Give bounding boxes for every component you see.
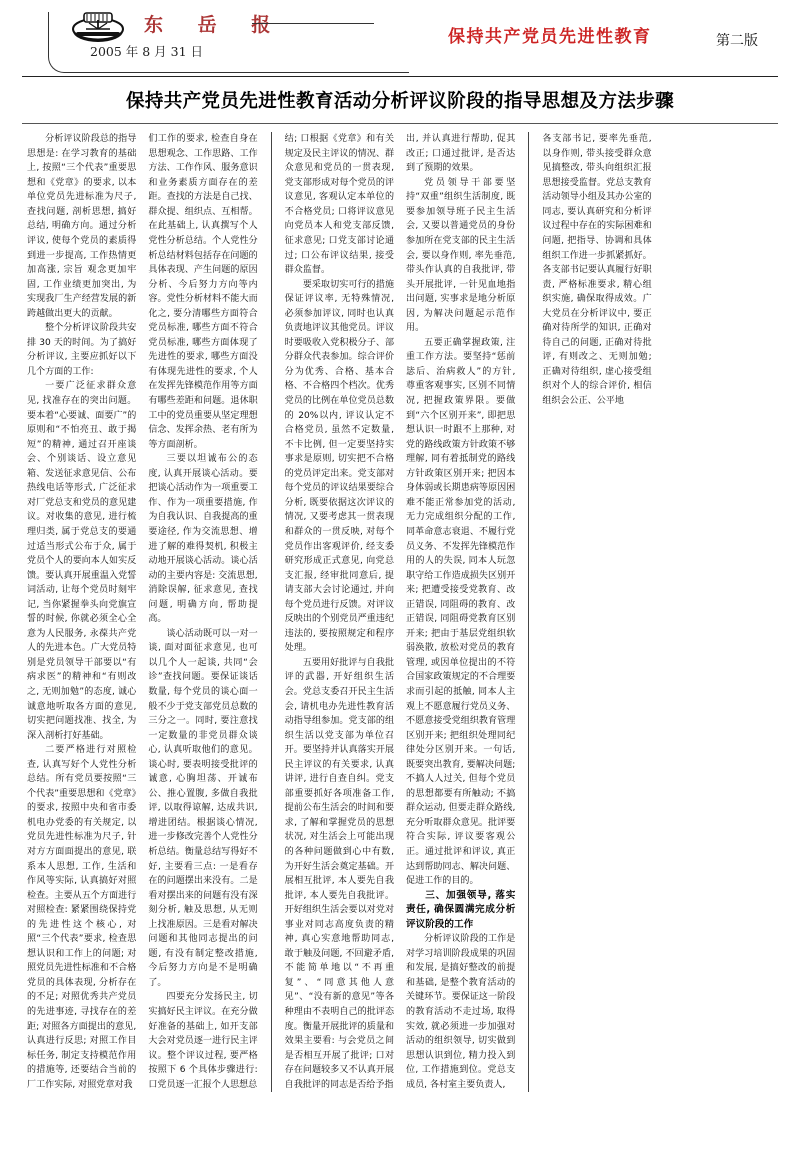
article-paragraph: 分析评议阶段总的指导思想是: 在学习教育的基础上, 按照“三个代表”重要思想和《党章》的要求, 以本单位党员先进标准为尺子, 查找问题, 剖析思想, 搞好总结, 明确方向。通过分析评议, 使每个党员的素质得到进一步提高, 工作热情更加高涨, 宗旨 观念更加牢固, 工作业绩更加突出, 为实现我厂生产经营发展的新跨越做出更大的贡献。 [27, 134, 137, 319]
article-paragraph: 分析评议阶段的工作是对学习培训阶段成果的巩固和发展, 是搞好整改的前提和基础, 是整个教育活动的关键环节。要保证这一阶段的教育活动不走过场, 取得实效, 就必须进一步加强对活动的组织领导, 切实做到思想认识到位, 精力投入到位, 工作措施到位。党总支成员, 各村室主要负责人, [406, 934, 516, 1090]
scales-of-justice-emblem-icon [72, 10, 124, 44]
page-title: 保持共产党员先进性教育活动分析评议阶段的指导思想及方法步骤 [125, 91, 675, 112]
text-column-2 [143, 132, 262, 1092]
campaign-title: 保持共产党员先进性教育 [448, 27, 652, 47]
issue-date: 2005 年 8 月 31 日 [90, 44, 204, 59]
column-group-1 [22, 132, 263, 1092]
masthead-bottom-rule [22, 76, 778, 77]
article-paragraph: 一要广泛征求群众意见, 找准存在的突出问题。要本着“心要诚、面要广”的原则和“不怕亮丑、敢于揭短”的精神, 通过召开座谈会、个别谈话、设立意见箱、发送征求意见信、公布热线电话等形式, 广泛征求对厂党总支和党员的意见建议。对收集的意见, 进行梳理归类, 属于党总支的要通过适当形式公布于众, 属于党员个人的要向本人如实反馈。要认真开展重温入党誓词活动, 让每个党员时刻牢记, 当你紧握拳头向党旗宣誓的时候, 你就必须全心全意为人民服务, 永葆共产党人的先进本色。广大党员特别是党员领导干部要以“有病求医”的精神和“有则改之, 无则加勉”的态度, 诚心诚意地听取各方面的意见, 切实把问题找准、找全, 为深入剖析打好基础。 [27, 381, 137, 741]
section-heading: 三、加强领导, 落实责任, 确保圆满完成分析评议阶段的工作 [406, 889, 516, 930]
text-column-5 [537, 132, 656, 1092]
text-column-3 [280, 132, 399, 1092]
article-paragraph: 党员领导干部要坚持“双重”组织生活制度, 既要参加领导班子民主生活会, 又要以普通党员的身份参加所在党支部的民主生活会, 要以身作则, 率先垂范, 带头作认真的自我批评, 带头开展批评, 一针见血地指出问题, 实事求是地分析原因, 为解决问题起示范作用。 [406, 177, 516, 334]
article-paragraph: 二要严格进行对照检查, 认真写好个人党性分析总结。所有党员要按照“三个代表”重要思想和《党章》的要求, 按照中央和省市委机电办党委的有关规定, 以党员先进性标准为尺子, 针对方方面面提出的意见, 联系本人思想, 工作, 生活和作风等实际, 认真搞好对照检查。主要从五个方面进行对照检查: 紧紧围绕保持党的先进性这个核心, 对照“三个代表”要求, 检查思想认识和工作上的问题; 对照党员先进性标准和不合格党员的具体表现, 分析存在的不足; 对照优秀共产党员的先进事迹, 寻找存在的差距; 对照各方面提出的意见, 认真进行反思; 对照工作目标任务, 制定支持模范作用的措施等, 还要结合当前的厂工作实际, 对照党章对我 [27, 745, 137, 1090]
column-group-2 [271, 132, 521, 1092]
masthead-rule [252, 23, 374, 24]
article-paragraph: 五要正确掌握政策, 注重工作方法。要坚持“惩前毖后、治病救人”的方针, 尊重客观事实, 区别不同情况, 把握政策界限。要做到“六个区别开来”, 即把思想认识一时跟不上那种, 对党的路线政策方针政策不够理解, 同有着抵制党的路线方针政策区别开来; 把因本身体弱或长期患病等原因困难不能正常参加党的活动, 无力完成组织分配的工作, 同革命意志衰退、不履行党员义务、不发挥先锋模范作用的人的失误, 同本人玩忽职守给工作造成损失区别开来; 把遭受接受党教育、改正错误, 同阻碍的教育、改正错误, 同阻碍党教育区别开来; 把由于基层党组织软弱涣散, 放松对党员的教育管理, 或因单位提出的不符合国家政策规定的不合理要求而引起的抵触, 同本人主观上不愿意履行党员义务、不愿意接受党组织教育管理区别开来; 把组织处理同纪律处分区别开来。一句话, 既要突出教育, 要解决问题; 不搞人人过关, 但每个党员的思想都要有所触动; 不搞群众运动, 但要走群众路线, 充分听取群众意见。批评要符合实际, 评议要客观公正。通过批评和评议, 真正达到帮助同志、解决问题、促进工作的目的。 [406, 337, 516, 887]
article-paragraph: 各支部书记, 要率先垂范, 以身作则, 带头接受群众意见搞整改, 带头向组织汇报思想接受监督。党总支教育活动领导小组及其办公室的同志, 要认真研究和分析评议过程中存在的实际困难和问题, 把指导、协调和具体组织工作进一步抓紧抓好。各支部书记要认真履行好职责, 严格标准要求, 精心组织实施, 确保取得成效。广大党员在分析评议中, 要正确对待所学的知识, 正确对待自己的问题, 正确对待批评, 有则改之、无则加勉; 正确对待组织, 虚心接受组织对个人的综合评价, 相信组织会公正、公平地 [542, 134, 652, 407]
article-paragraph: 五要用好批评与自我批评的武器, 开好组织生活会。党总支委召开民主生活会, 请机电办先进性教育活动指导组参加。党支部的组织生活以党支部为单位召开。要坚持并认真落实开展民主评议的有关要求, 认真讲评, 进行自查自纠。党支部重要抓好各项准备工作, 提前公布生活会的时间和要求, 了解和掌握党员的思想状况, 对生活会上可能出现的各种问题做到心中有数, 为开好生活会奠定基础。开展相互批评, 本人要先自我批评, 本人要先自我批评。开好组织生活会要以对党对事业对同志高度负责的精神, 真心实意地帮助同志, 敢于触及问题, 不回避矛盾, 不能简单地以“不再重复”、“同意其他人意见”、“没有新的意见”等各种理由不表明自己的批评态度。衡量开展批评的质量和效果主要看: 与会党员之间是否相互开展了批评; 口对存在问题较多又不认真开展自我批评的同志是否给予指 [284, 657, 395, 1090]
article-paragraph: 要采取切实可行的措施保证评议率, 无特殊情况, 必须参加评议, 同时也认真负责地评议其他党员。评议时要吸收入党积极分子、部分群众代表参加。综合评价分为优秀、合格、基本合格、不合格四个档次。优秀党员的比例在单位党员总数的 20%以内, 评议认定不合格党员, 虽然不定数量, 不卡比例, 但一定要坚持实事求是原则, 切实把不合格的党员评定出来。党支部对每个党员的评议结果要综合分析, 既要依据这次评议的情况, 又要考虑其一贯表现和群众的一贯反映, 对每个党员作出客观评价, 经支委研究形成正式意见, 向党总支汇报, 经审批同意后, 提请支部大会讨论通过, 并向每个党员进行反馈。对评议反映出的个别党员严重违纪违法的, 要按照规定和程序处理。 [284, 279, 395, 654]
masthead [48, 8, 770, 76]
article-paragraph: 整个分析评议阶段共安排 30 天的时间。为了搞好分析评议, 主要应抓好以下几个方面的工作: [27, 323, 137, 377]
headline-rule [22, 123, 778, 124]
article-paragraph: 谈心活动既可以一对一谈, 面对面征求意见, 也可以几个人一起谈, 共同“会诊”查找问题。要保证谈话数量, 每个党员的谈心面一般不少于党支部党员总数的三分之一。同时, 要注意找一定数量的非党员群众谈心, 认真听取他们的意见。谈心时, 要表明接受批评的诚意, 心胸坦荡、开诚布公、推心置腹, 多做自我批评, 以取得谅解, 达成共识, 增进团结。根据谈心情况, 进一步修改完善个人党性分析总结。衡量总结写得好不好, 主要看三点: 一是看存在的问题摆出来没有。二是看对摆出来的问题有没有深刻分析, 触及思想, 从无则上找准原因。三是看对解决问题和其他同志提出的问题, 有没有制定整改措施, 今后努力方向是不是明确了。 [148, 628, 258, 988]
article-paragraph: 结; 口根据《党章》和有关规定及民主评议的情况、群众意见和党员的一贯表现, 党支部形成对每个党员的评议意见, 客观认定本单位的不合格党员; 口将评议意见向党员本人和党支部反馈, 征求意见; 口党支部讨论通过; 口公布评议结果, 接受群众监督。 [284, 134, 395, 276]
text-column-4 [401, 132, 520, 1092]
column-group-3 [528, 132, 778, 1092]
article-body [22, 132, 778, 1092]
article-paragraph: 们工作的要求, 检查自身在思想观念、工作思路、工作方法、工作作风、服务意识和业务素质方面存在的差距。查找的方法是自己找、群众提、组织点、互相帮。在此基础上, 认真撰写个人党性分析总结。个人党性分析总结材料包括存在问题的具体表现、产生问题的原因分析、今后努力方向等内容。党性分析材料不能大而化之, 要分清哪些方面符合党员标准, 哪些方面不符合党员标准, 哪些方面体现了先进性的要求, 哪些方面没有体现先进性的要求, 个人在发挥先锋模范作用等方面有哪些差距和问题。退休职工中的党员重要从坚定理想信念、发挥余热、老有所为等方面剖析。 [148, 134, 258, 450]
article-paragraph: 出, 并认真进行帮助, 促其改正; 口通过批评, 是否达到了预期的效果。 [406, 134, 516, 174]
article-paragraph: 三要以坦诚布公的态度, 认真开展谈心活动。要把谈心活动作为一项重要工作、作为一项重要措施, 作为自我认识、自我提高的重要途径, 作为交流思想、增进了解的难得契机, 积极主动地开展谈心活动。谈心活动的主要内容是: 交流思想, 消除误解, 征求意见, 查找问题, 明确方向, 帮助提高。 [148, 454, 258, 625]
page-number: 第二版 [716, 33, 758, 49]
paper-name: 东 岳 报 [144, 14, 285, 36]
text-column-6 [659, 132, 778, 1092]
text-column-1 [22, 132, 141, 1092]
article-paragraph: 四要充分发扬民主, 切实搞好民主评议。在充分做好准备的基础上, 如开支部大会对党员逐一进行民主评议。整个评议过程, 要严格按照下 6 个具体步骤进行: 口党员逐一汇报个人思想总 [148, 992, 258, 1090]
